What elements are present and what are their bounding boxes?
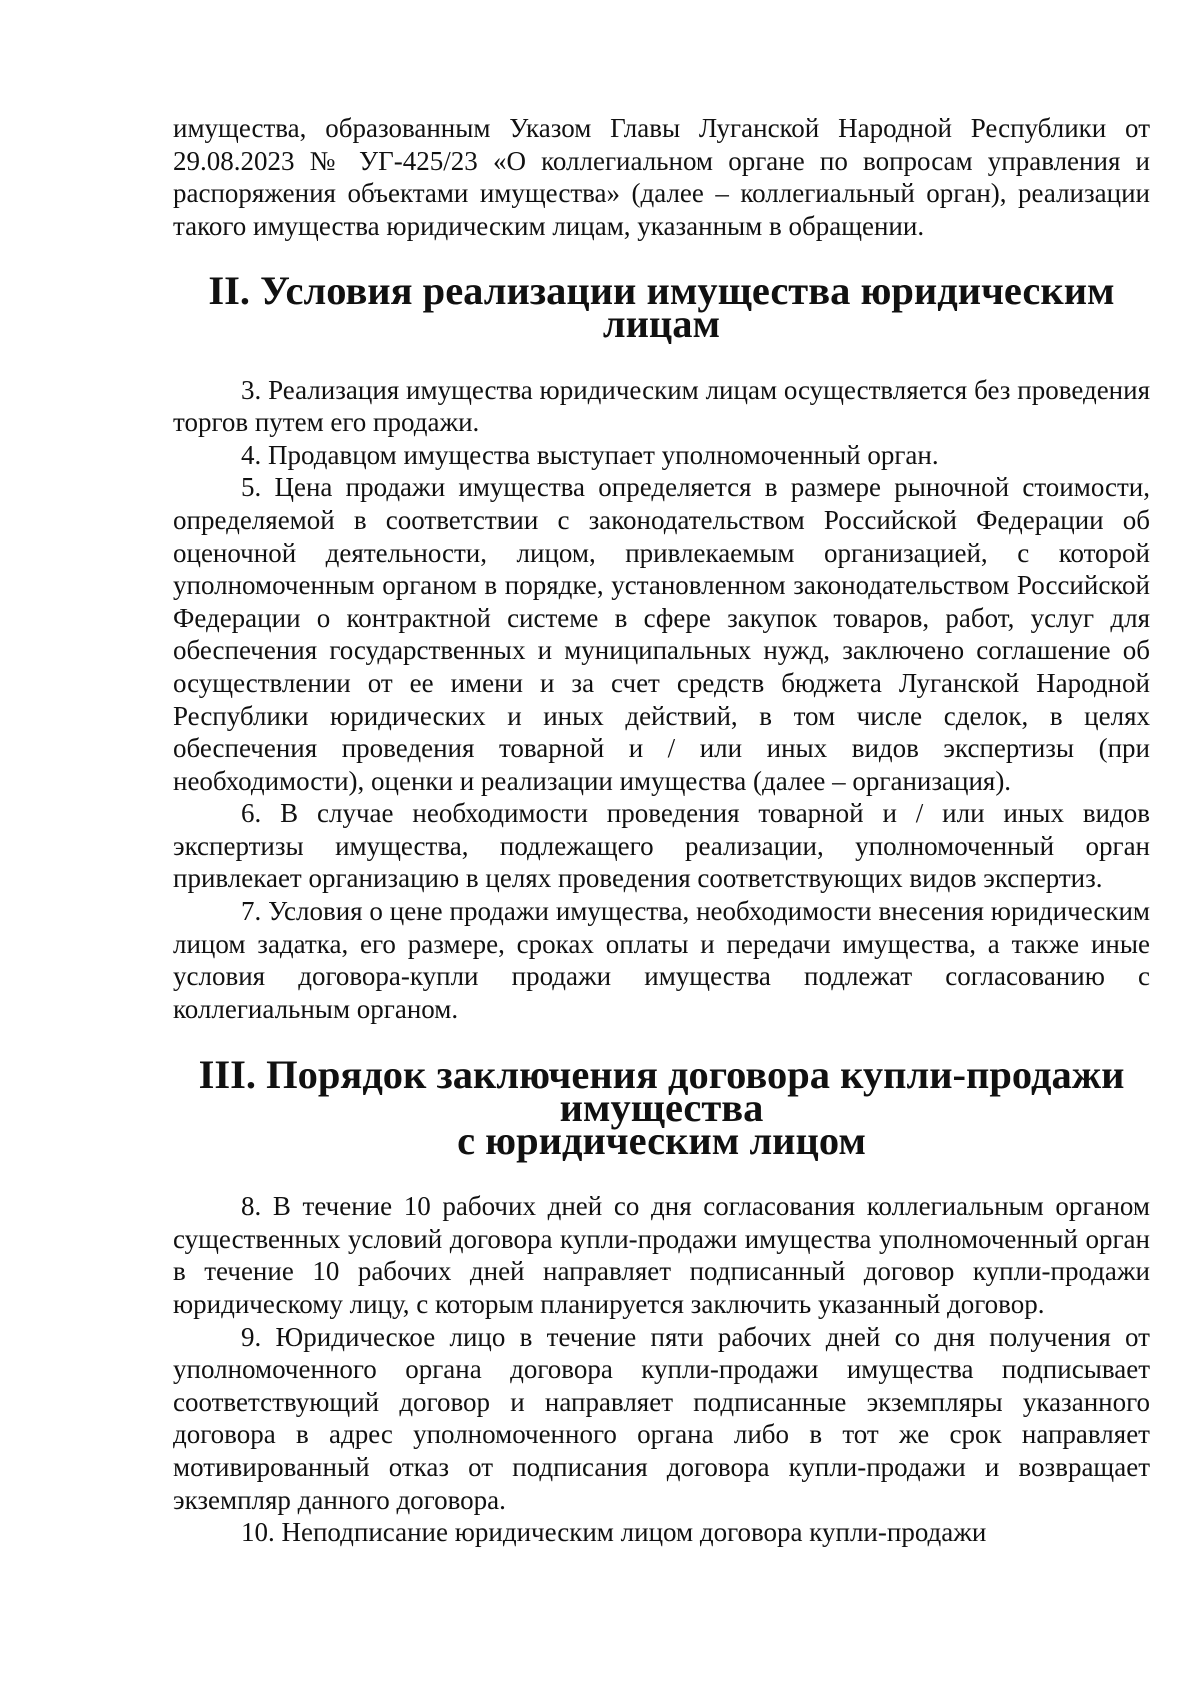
intro-paragraph: имущества, образованным Указом Главы Луганской Народной Республики от 29.08.2023 № УГ-425/23 «О коллегиальном органе по вопросам управления и распоряжения объектами имущества» (далее – коллегиальный орган), реализации такого имущества юридическим лицам, указанным в обращении.: [173, 113, 1150, 241]
paragraph-8: 8. В течение 10 рабочих дней со дня согласования коллегиальным органом существенных условий договора купли-продажи имущества уполномоченный орган в течение 10 рабочих дней направляет подписанный договор купли-продажи юридическому лицу, с которым планируется заключить указанный договор.: [173, 1191, 1150, 1319]
paragraph-6: 6. В случае необходимости проведения товарной и / или иных видов экспертизы имущества, подлежащего реализации, уполномоченный орган привлекает организацию в целях проведения соответствующих видов экспертиз.: [173, 798, 1150, 894]
section-3-title-line-2: с юридическим лицом: [457, 1117, 866, 1163]
section-2-title: II. Условия реализации имущества юридическим лицам: [208, 268, 1115, 346]
paragraph-10: 10. Неподписание юридическим лицом договора купли-продажи: [241, 1517, 987, 1548]
paragraph-7: 7. Условия о цене продажи имущества, необходимости внесения юридическим лицом задатка, его размере, сроках оплаты и передачи имущества, а также иные условия договора-купли продажи имущества подлежат согласованию с коллегиальным органом.: [173, 896, 1150, 1024]
section-3-title-line-1: III. Порядок заключения договора купли-продажи имущества: [198, 1052, 1125, 1131]
paragraph-9: 9. Юридическое лицо в течение пяти рабочих дней со дня получения от уполномоченного органа договора купли-продажи имущества подписывает соответствующий договор и направляет подписанные экземпляры указанного договора в адрес уполномоченного органа либо в тот же срок направляет мотивированный отказ от подписания договора купли-продажи и возвращает экземпляр данного договора.: [173, 1321, 1150, 1515]
document-page: [173, 112, 1150, 1549]
paragraph-3: 3. Реализация имущества юридическим лицам осуществляется без проведения торгов путем его продажи.: [173, 374, 1150, 438]
section-3-title: [173, 1052, 1150, 1163]
paragraph-4: 4. Продавцом имущества выступает уполномоченный орган.: [241, 439, 939, 470]
paragraph-5: 5. Цена продажи имущества определяется в размере рыночной стоимости, определяемой в соответствии с законодательством Российской Федерации об оценочной деятельности, лицом, привлекаемым организацией, с которой уполномоченным органом в порядке, установленном законодательством Российской Федерации о контрактной системе в сфере закупок товаров, работ, услуг для обеспечения государственных и муниципальных нужд, заключено соглашение об осуществлении от ее имени и за счет средств бюджета Луганской Народной Республики юридических и иных действий, в том числе сделок, в целях обеспечения проведения товарной и / или иных видов экспертизы (при необходимости), оценки и реализации имущества (далее – организация).: [173, 472, 1150, 796]
